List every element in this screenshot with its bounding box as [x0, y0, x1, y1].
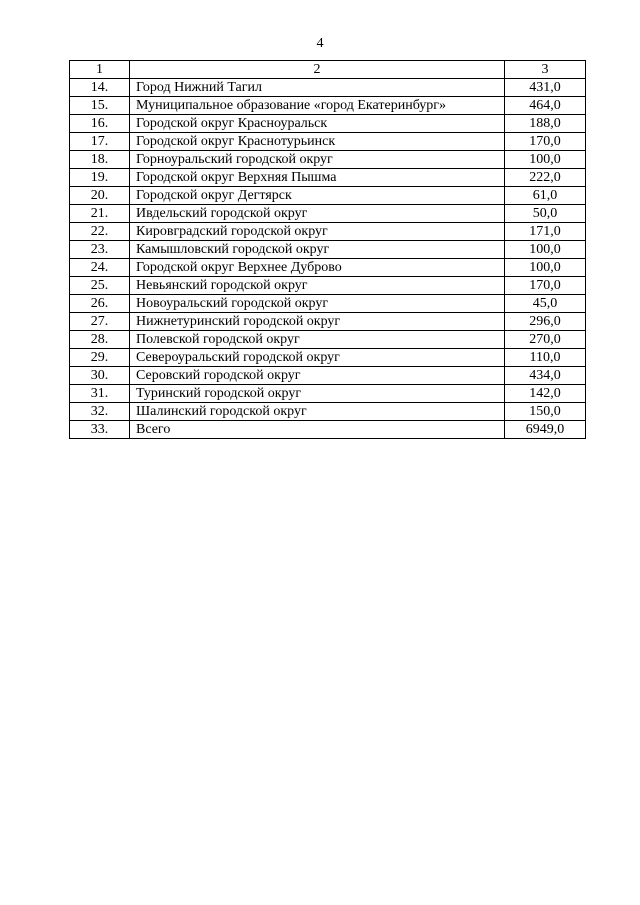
row-value-cell: 6949,0: [505, 421, 586, 439]
row-number-cell: 25.: [70, 277, 130, 295]
table-row: [70, 169, 586, 187]
table-row: [70, 223, 586, 241]
row-number-cell: 31.: [70, 385, 130, 403]
table-row: [70, 97, 586, 115]
table-row: [70, 205, 586, 223]
table-row: [70, 133, 586, 151]
row-number-cell: 33.: [70, 421, 130, 439]
table-row: [70, 241, 586, 259]
row-number-cell: 19.: [70, 169, 130, 187]
row-value-cell: 110,0: [505, 349, 586, 367]
row-number-cell: 21.: [70, 205, 130, 223]
row-name-cell: Невьянский городской округ: [130, 277, 505, 295]
table-row: [70, 277, 586, 295]
row-number-cell: 23.: [70, 241, 130, 259]
row-number-cell: 28.: [70, 331, 130, 349]
row-value-cell: 50,0: [505, 205, 586, 223]
row-number-cell: 29.: [70, 349, 130, 367]
row-name-cell: Нижнетуринский городской округ: [130, 313, 505, 331]
row-value-cell: 171,0: [505, 223, 586, 241]
row-number-cell: 24.: [70, 259, 130, 277]
table-body: [70, 61, 586, 439]
row-name-cell: Североуральский городской округ: [130, 349, 505, 367]
row-value-cell: 464,0: [505, 97, 586, 115]
row-value-cell: 170,0: [505, 277, 586, 295]
table-row: [70, 331, 586, 349]
row-name-cell: Туринский городской округ: [130, 385, 505, 403]
row-name-cell: Всего: [130, 421, 505, 439]
row-number-cell: 18.: [70, 151, 130, 169]
row-number-cell: 26.: [70, 295, 130, 313]
row-value-cell: 222,0: [505, 169, 586, 187]
table-row: [70, 295, 586, 313]
row-name-cell: Шалинский городской округ: [130, 403, 505, 421]
row-value-cell: 150,0: [505, 403, 586, 421]
row-value-cell: 434,0: [505, 367, 586, 385]
row-number-cell: 15.: [70, 97, 130, 115]
row-name-cell: Городской округ Верхнее Дуброво: [130, 259, 505, 277]
row-name-cell: Ивдельский городской округ: [130, 205, 505, 223]
row-number-cell: 30.: [70, 367, 130, 385]
row-name-cell: Кировградский городской округ: [130, 223, 505, 241]
row-name-cell: Камышловский городской округ: [130, 241, 505, 259]
row-number-cell: 20.: [70, 187, 130, 205]
table-row: [70, 115, 586, 133]
row-value-cell: 188,0: [505, 115, 586, 133]
row-value-cell: 296,0: [505, 313, 586, 331]
row-value-cell: 431,0: [505, 79, 586, 97]
row-name-cell: Город Нижний Тагил: [130, 79, 505, 97]
row-value-cell: 100,0: [505, 241, 586, 259]
table-row: [70, 313, 586, 331]
row-name-cell: Новоуральский городской округ: [130, 295, 505, 313]
table-row: [70, 367, 586, 385]
row-name-cell: Муниципальное образование «город Екатеринбург»: [130, 97, 505, 115]
row-number-cell: 27.: [70, 313, 130, 331]
table-row: [70, 385, 586, 403]
data-table: [69, 60, 586, 439]
row-number-cell: 16.: [70, 115, 130, 133]
column-header-name: 2: [130, 61, 505, 79]
row-number-cell: 22.: [70, 223, 130, 241]
row-number-cell: 32.: [70, 403, 130, 421]
row-value-cell: 142,0: [505, 385, 586, 403]
row-name-cell: Городской округ Краснотурьинск: [130, 133, 505, 151]
row-name-cell: Городской округ Красноуральск: [130, 115, 505, 133]
table-header-row: [70, 61, 586, 79]
row-name-cell: Серовский городской округ: [130, 367, 505, 385]
table-row: [70, 151, 586, 169]
table-row: [70, 187, 586, 205]
row-value-cell: 61,0: [505, 187, 586, 205]
column-header-value: 3: [505, 61, 586, 79]
page-number: 4: [316, 36, 324, 51]
row-number-cell: 17.: [70, 133, 130, 151]
table-row: [70, 403, 586, 421]
row-name-cell: Городской округ Верхняя Пышма: [130, 169, 505, 187]
table-row: [70, 349, 586, 367]
row-name-cell: Городской округ Дегтярск: [130, 187, 505, 205]
column-header-number: 1: [70, 61, 130, 79]
row-value-cell: 100,0: [505, 151, 586, 169]
table-row: [70, 421, 586, 439]
row-name-cell: Горноуральский городской округ: [130, 151, 505, 169]
table-row: [70, 259, 586, 277]
row-value-cell: 170,0: [505, 133, 586, 151]
row-name-cell: Полевской городской округ: [130, 331, 505, 349]
row-value-cell: 45,0: [505, 295, 586, 313]
row-value-cell: 270,0: [505, 331, 586, 349]
row-number-cell: 14.: [70, 79, 130, 97]
table-row: [70, 79, 586, 97]
row-value-cell: 100,0: [505, 259, 586, 277]
